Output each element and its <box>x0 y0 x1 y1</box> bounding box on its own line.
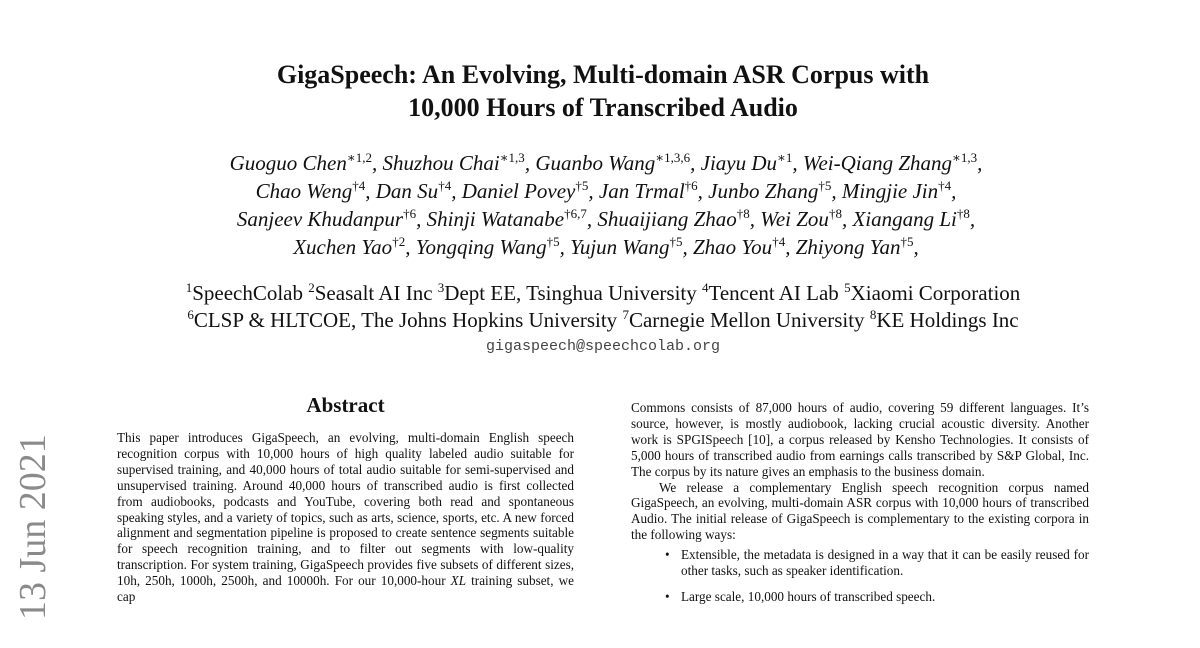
abstract-text-1: This paper introduces GigaSpeech, an evolving, multi-domain English speech recognition corpus with 10,000 hours of high quality labeled audio suitable for supervised training, and 40,000 hours of total audio suitable for semi-supervised and unsupervised training. Around 40,000 hours of transcribed audio is first collected from audiobooks, podcasts and YouTube, covering both read and spontaneous speaking styles, and a variety of topics, such as arts, science, sports, etc. A new forced alignment and segmentation pipeline is proposed to create sentence segments suitable for speech recognition training, and to filter out segments with low-quality transcription. For system training, GigaSpeech provides five subsets of different sizes, 10h, 250h, 1000h, 2500h, and 10000h. For our 10,000-hour <box>117 430 574 589</box>
author-affiliation-marker: †4 <box>352 178 366 193</box>
author-separator: , <box>785 235 796 259</box>
author-affiliation-marker: †2 <box>392 234 406 249</box>
bullet-item <box>631 589 1089 605</box>
author-name: Shuzhou Chai <box>382 151 500 175</box>
author-name: Yujun Wang <box>570 235 670 259</box>
abstract-paragraph <box>117 430 574 605</box>
author-name: Xiangang Li <box>852 207 957 231</box>
author-affiliation-marker: †5 <box>575 178 589 193</box>
author-name: Jan Trmal <box>598 179 685 203</box>
intro-paragraph-2: We release a complementary English speech recognition corpus named GigaSpeech, an evolving, multi-domain ASR corpus with 10,000 hours of transcribed Audio. The initial release of GigaSpeech is complementary to the existing corpora in the following ways: <box>631 479 1089 543</box>
intro-paragraph-1: Commons consists of 87,000 hours of audio, covering 59 different languages. It’s source, however, is mostly audiobook, lacking crucial acoustic diversity. Another work is SPGISpeech [10], a corpus released by Kensho Technologies. It consists of 5,000 hours of transcribed audio from earnings calls transcribed by S&P Global, Inc. The corpus by its nature gives an emphasis to the business domain. <box>631 400 1089 479</box>
author-affiliation-marker: ∗1,3 <box>499 150 525 165</box>
author-name: Shinji Watanabe <box>426 207 565 231</box>
author-affiliation-marker: †6 <box>684 178 698 193</box>
affiliation-number: 7 <box>622 307 629 322</box>
affiliation-name: KE Holdings Inc <box>876 308 1019 332</box>
author-separator: , <box>969 207 976 231</box>
affiliation-number: 2 <box>308 280 315 295</box>
author-affiliation-marker: †6,7 <box>564 206 587 221</box>
affiliation-number: 5 <box>844 280 851 295</box>
author-name: Dan Su <box>375 179 439 203</box>
affiliation-number: 3 <box>437 280 445 295</box>
author-separator: , <box>792 151 803 175</box>
author-separator: , <box>690 151 701 175</box>
author-affiliation-marker: †5 <box>669 234 683 249</box>
author-line <box>0 233 1200 261</box>
bullet-icon: • <box>665 547 670 563</box>
author-affiliation-marker: †8 <box>956 206 970 221</box>
author-name: Xuchen Yao <box>293 235 393 259</box>
abstract-heading: Abstract <box>306 393 385 417</box>
feature-bullet-list <box>631 547 1089 605</box>
author-separator: , <box>416 207 427 231</box>
author-list <box>0 149 1200 261</box>
contact-email[interactable]: gigaspeech@speechcolab.org <box>485 338 721 355</box>
author-separator: , <box>588 179 599 203</box>
author-separator: , <box>371 151 383 175</box>
author-separator: , <box>559 235 571 259</box>
bullet-text: Extensible, the metadata is designed in a way that it can be easily reused for other tasks, such as speaker identification. <box>681 547 1089 579</box>
author-separator: , <box>831 179 842 203</box>
author-affiliation-marker: ∗1,3,6 <box>655 150 691 165</box>
author-name: Wei-Qiang Zhang <box>802 151 953 175</box>
author-name: Guanbo Wang <box>535 151 656 175</box>
author-name: Wei Zou <box>760 207 829 231</box>
author-name: Shuaijiang Zhao <box>597 207 737 231</box>
affiliation-line <box>0 280 1200 307</box>
author-separator: , <box>405 235 416 259</box>
affiliation-name: Carnegie Mellon University <box>628 308 865 332</box>
affiliation-number: 8 <box>869 307 877 322</box>
bullet-item <box>631 547 1089 579</box>
abstract-text-2: training subset, we cap <box>117 573 574 605</box>
affiliation-list <box>0 280 1200 334</box>
author-affiliation-marker: ∗1,2 <box>346 150 372 165</box>
abstract-italic-xl: XL <box>450 573 467 589</box>
author-name: Yongqing Wang <box>415 235 547 259</box>
author-separator: , <box>841 207 853 231</box>
author-affiliation-marker: †4 <box>938 178 952 193</box>
title-line-1: GigaSpeech: An Evolving, Multi-domain ASR Corpus with <box>276 60 930 89</box>
author-separator: , <box>913 235 919 259</box>
author-affiliation-marker: †4 <box>438 178 452 193</box>
author-separator: , <box>977 151 983 175</box>
affiliation-name: Xiaomi Corporation <box>850 281 1021 305</box>
author-line <box>0 205 1200 233</box>
author-name: Sanjeev Khudanpur <box>236 207 404 231</box>
author-name: Guoguo Chen <box>229 151 347 175</box>
author-affiliation-marker: †5 <box>546 234 560 249</box>
affiliation-name: Tencent AI Lab <box>708 281 839 305</box>
author-line <box>0 149 1200 177</box>
bullet-text: Large scale, 10,000 hours of transcribed speech. <box>681 588 936 604</box>
author-name: Daniel Povey <box>461 179 576 203</box>
arxiv-date-stamp: 13 Jun 2021 <box>12 434 54 620</box>
affiliation-name: CLSP & HLTCOE, The Johns Hopkins University <box>193 308 618 332</box>
affiliation-number: 6 <box>187 307 194 322</box>
affiliation-name: SpeechColab <box>192 281 303 305</box>
author-name: Zhiyong Yan <box>795 235 901 259</box>
author-affiliation-marker: ∗1 <box>777 150 793 165</box>
title-line-2: 10,000 Hours of Transcribed Audio <box>408 93 798 122</box>
affiliation-number: 1 <box>185 280 193 295</box>
author-separator: , <box>749 207 761 231</box>
abstract-body <box>117 430 574 605</box>
author-name: Jiayu Du <box>700 151 778 175</box>
author-name: Zhao You <box>693 235 773 259</box>
author-separator: , <box>586 207 598 231</box>
author-affiliation-marker: †8 <box>828 206 842 221</box>
author-affiliation-marker: ∗1,3 <box>952 150 978 165</box>
author-affiliation-marker: †6 <box>403 206 417 221</box>
author-line <box>0 177 1200 205</box>
author-name: Junbo Zhang <box>708 179 819 203</box>
intro-right-column <box>631 400 1089 615</box>
author-affiliation-marker: †8 <box>736 206 750 221</box>
author-separator: , <box>451 179 462 203</box>
author-affiliation-marker: †5 <box>900 234 914 249</box>
author-separator: , <box>365 179 376 203</box>
author-affiliation-marker: †5 <box>818 178 832 193</box>
author-name: Chao Weng <box>255 179 353 203</box>
author-separator: , <box>682 235 693 259</box>
author-separator: , <box>951 179 957 203</box>
paper-title <box>0 58 1200 124</box>
affiliation-name: Dept EE, Tsinghua University <box>444 281 697 305</box>
affiliation-name: Seasalt AI Inc <box>314 281 433 305</box>
affiliation-number: 4 <box>702 280 709 295</box>
bullet-icon: • <box>665 588 670 604</box>
author-affiliation-marker: †4 <box>772 234 786 249</box>
author-separator: , <box>524 151 536 175</box>
author-name: Mingjie Jin <box>841 179 939 203</box>
affiliation-line <box>0 307 1200 334</box>
author-separator: , <box>697 179 709 203</box>
